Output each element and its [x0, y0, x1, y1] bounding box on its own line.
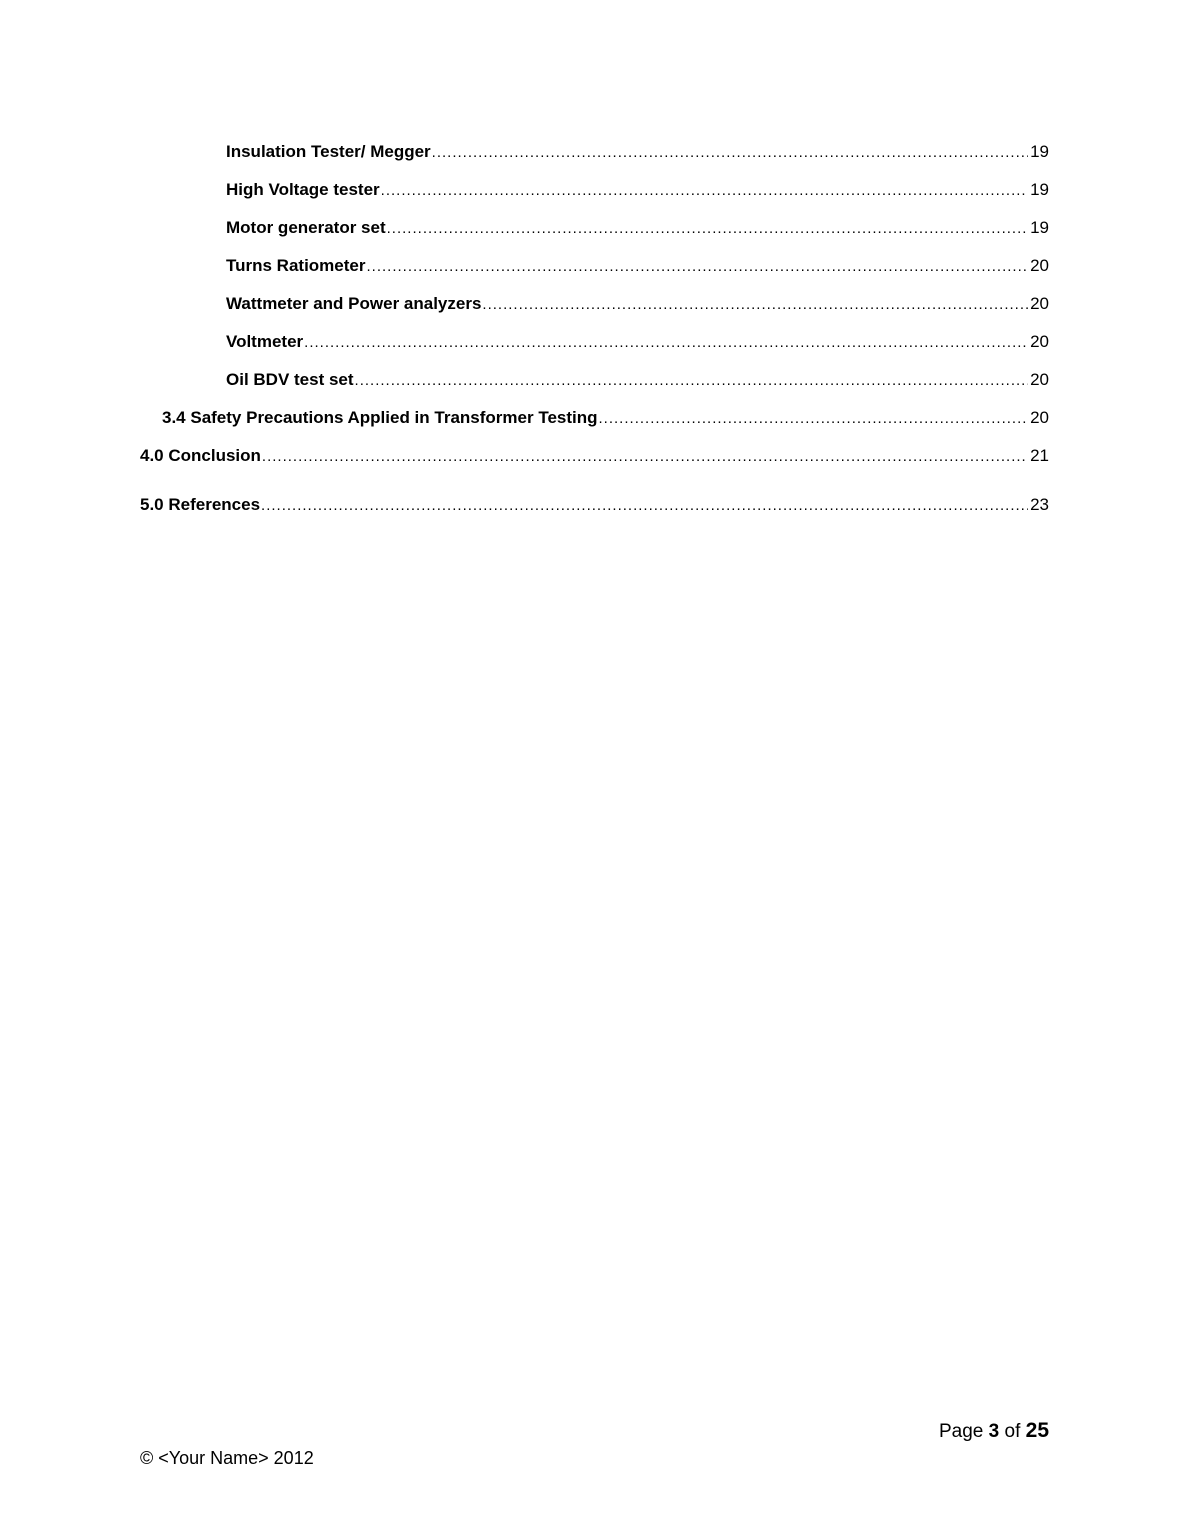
toc-leader-dots [261, 494, 1028, 517]
toc-entry-turns-ratiometer[interactable] [140, 254, 1049, 278]
toc-entry-voltmeter[interactable] [140, 330, 1049, 354]
toc-entry-references[interactable] [140, 493, 1049, 517]
toc-leader-dots [262, 445, 1028, 468]
page-current: 3 [988, 1421, 1000, 1442]
toc-entry-safety-precautions[interactable] [140, 406, 1049, 430]
toc-leader-dots [381, 179, 1028, 202]
toc-entry-label: 3.4 Safety Precautions Applied in Transformer Testing [162, 406, 599, 430]
toc-entry-label: 4.0 Conclusion [140, 444, 262, 468]
toc-entry-page: 21 [1030, 446, 1049, 465]
toc-leader-dots [355, 369, 1029, 392]
toc-entry-oil-bdv-test-set[interactable] [140, 368, 1049, 392]
toc-entry-page: 20 [1030, 294, 1049, 313]
toc-entry-label: Oil BDV test set [226, 368, 355, 392]
toc-entry-page: 19 [1030, 180, 1049, 199]
toc-leader-dots [304, 331, 1028, 354]
toc-entry-motor-generator-set[interactable] [140, 216, 1049, 240]
page-number [939, 1419, 1049, 1444]
toc-entry-wattmeter[interactable] [140, 292, 1049, 316]
toc-entry-page: 20 [1030, 370, 1049, 389]
toc-entry-page: 19 [1030, 218, 1049, 237]
toc-entry-page: 23 [1030, 495, 1049, 514]
toc-entry-label: Motor generator set [226, 216, 387, 240]
toc-leader-dots [599, 407, 1029, 430]
toc-entry-page: 20 [1030, 256, 1049, 275]
toc-entry-label: Voltmeter [226, 330, 304, 354]
toc-entry-insulation-tester[interactable] [140, 140, 1049, 164]
toc-leader-dots [482, 293, 1028, 316]
toc-entry-page: 19 [1030, 142, 1049, 161]
toc-entry-label: Wattmeter and Power analyzers [226, 292, 482, 316]
toc-entry-page: 20 [1030, 408, 1049, 427]
toc-entry-label: High Voltage tester [226, 178, 381, 202]
page-total: 25 [1025, 1419, 1049, 1442]
page-prefix: Page [938, 1421, 984, 1442]
toc-entry-label: 5.0 References [140, 493, 261, 517]
toc-entry-label: Turns Ratiometer [226, 254, 367, 278]
toc-leader-dots [367, 255, 1029, 278]
toc-entry-label: Insulation Tester/ Megger [226, 140, 432, 164]
toc-entry-conclusion[interactable] [140, 444, 1049, 468]
footer-copyright: © <Your Name> 2012 [140, 1448, 314, 1468]
page-of: of [1004, 1421, 1021, 1442]
toc-leader-dots [432, 141, 1028, 164]
toc-entry-page: 20 [1030, 332, 1049, 351]
toc-entry-high-voltage-tester[interactable] [140, 178, 1049, 202]
toc-leader-dots [387, 217, 1028, 240]
